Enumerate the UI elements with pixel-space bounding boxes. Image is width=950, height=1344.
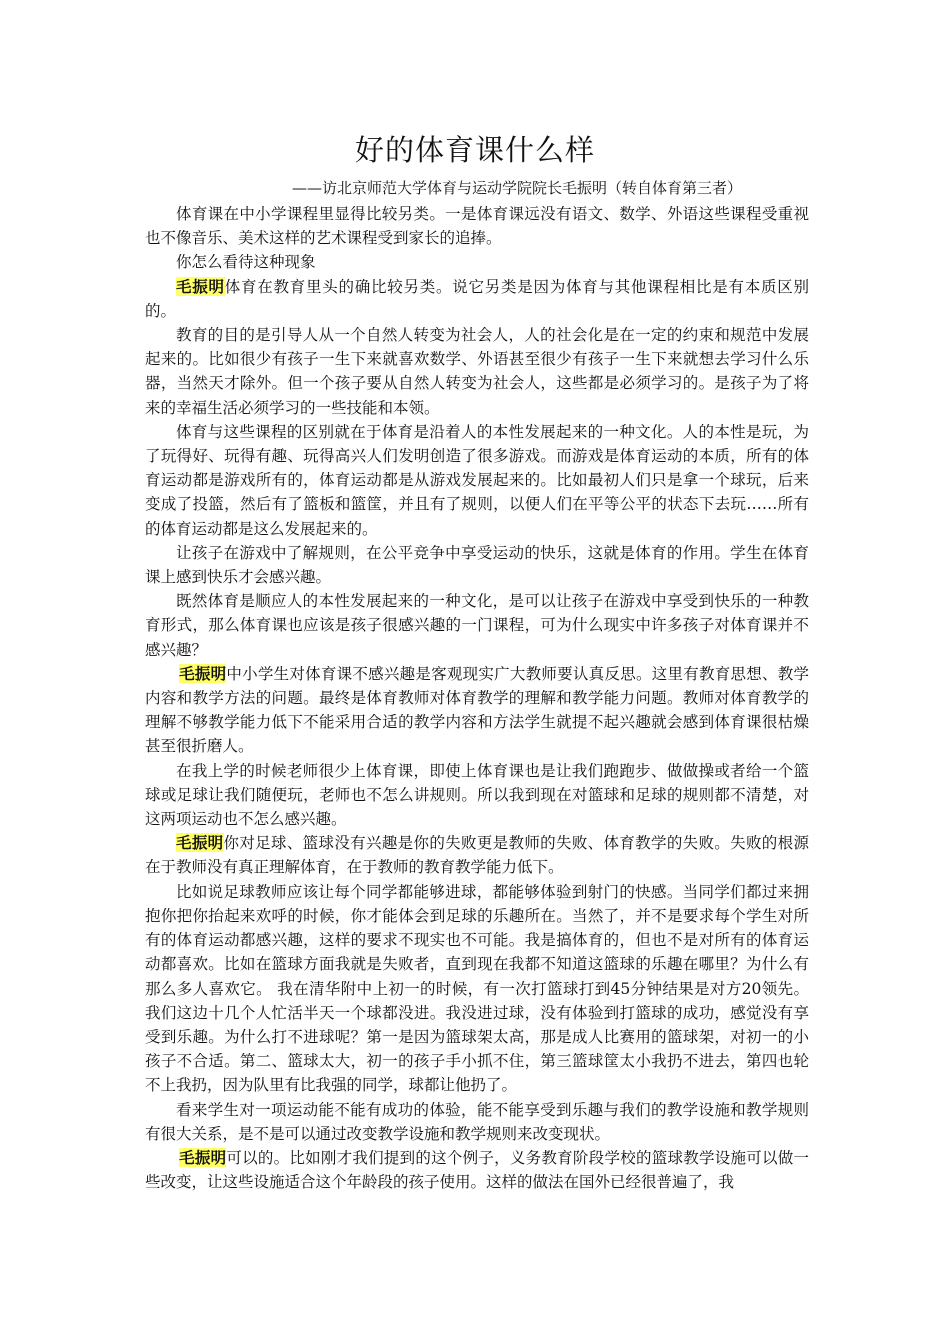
paragraph: 让孩子在游戏中了解规则，在公平竞争中享受运动的快乐，这就是体育的作用。学生在体育课上感到快乐才会感兴趣。 [145,543,809,587]
paragraph: 体育课在中小学课程里显得比较另类。一是体育课远没有语文、数学、外语这些课程受重视也不像音乐、美术这样的艺术课程受到家长的追捧。 [145,205,809,248]
paragraph: 在我上学的时候老师很少上体育课，即使上体育课也是让我们跑跑步、做做操或者给一个篮球或足球让我们随便玩，老师也不怎么讲规则。所以我到现在对篮球和足球的规则都不清楚，对这两项运动也不怎么感兴趣。 [145,761,809,829]
paragraph: 比如说足球教师应该让每个同学都能够进球，都能够体验到射门的快感。当同学们都过来拥抱你把你抬起来欢呼的时候，你才能体会到足球的乐趣所在。当然了，并不是要求每个学生对所有的体育运动都感兴趣，这样的要求不现实也不可能。我是搞体育的，但也不是对所有的体育运动都喜欢。比如在篮球方面我就是失败者，直到现在我都不知道这篮球的乐趣在哪里？为什么有那么多人喜欢它。 我在清华附中上初一的时候，有一次打篮球打到45分钟结果是对方20领先。我们这边十几个人忙活半天一个球都没进。我没进过球，没有体验到打篮球的成功，感觉没有享受到乐趣。为什么打不进球呢？第一是因为篮球架太高，那是成人比赛用的篮球架，对初一的小孩子不合适。第二、篮球太大，初一的孩子手小抓不住，第三篮球筐太小我扔不进去，第四也轮不上我扔，因为队里有比我强的同学，球都让他扔了。 [145,882,809,1095]
paragraph: 毛振明你对足球、篮球没有兴趣是你的失败更是教师的失败、体育教学的失败。失败的根源在于教师没有真正理解体育，在于教师的教育教学能力低下。 [145,833,809,877]
speaker-label: 毛振明 [179,1147,227,1167]
paragraph: 你怎么看待这种现象 [176,253,316,272]
paragraph: 既然体育是顺应人的本性发展起来的一种文化，是可以让孩子在游戏中享受到快乐的一种教育形式，那么体育课也应该是孩子很感兴趣的一门课程，可为什么现实中许多孩子对体育课并不感兴趣？ [145,592,809,659]
article-body [145,202,809,1194]
article-title: 好的体育课什么样 [354,133,595,167]
paragraph: 毛振明可以的。比如刚才我们提到的这个例子，义务教育阶段学校的篮球教学设施可以做一些改变，让这些设施适合这个年龄段的孩子使用。这样的做法在国外已经很普遍了，我 [145,1147,809,1192]
speaker-label: 毛振明 [179,663,227,683]
paragraph: 毛振明体育在教育里头的确比较另类。说它另类是因为体育与其他课程相比是有本质区别的。 [145,276,809,320]
article-subtitle: ——访北京师范大学体育与运动学院院长毛振明（转自体育第三者） [292,179,743,197]
paragraph: 看来学生对一项运动能不能有成功的体验，能不能享受到乐趣与我们的教学设施和教学规则有很大关系，是不是可以通过改变教学设施和教学规则来改变现状。 [145,1100,809,1143]
speaker-label: 毛振明 [176,276,225,296]
speaker-label: 毛振明 [176,833,224,853]
paragraph: 毛振明中小学生对体育课不感兴趣是客观现实广大教师要认真反思。这里有教育思想、教学内容和教学方法的问题。最终是体育教师对体育教学的理解和教学能力问题。教师对体育教学的理解不够教学能力低下不能采用合适的教学内容和方法学生就提不起兴趣就会感到体育课很枯燥甚至很折磨人。 [145,663,809,756]
paragraph: 教育的目的是引导人从一个自然人转变为社会人，人的社会化是在一定的约束和规范中发展起来的。比如很少有孩子一生下来就喜欢数学、外语甚至很少有孩子一生下来就想去学习什么乐器，当然天才除外。但一个孩子要从自然人转变为社会人，这些都是必须学习的。是孩子为了将来的幸福生活必须学习的一些技能和本领。 [145,326,809,417]
paragraph: 体育与这些课程的区别就在于体育是沿着人的本性发展起来的一种文化。人的本性是玩，为了玩得好、玩得有趣、玩得高兴人们发明创造了很多游戏。而游戏是体育运动的本质，所有的体育运动都是游戏所有的，体育运动都是从游戏发展起来的。比如最初人们只是拿一个球玩，后来变成了投篮，然后有了篮板和篮筐，并且有了规则，以便人们在平等公平的状态下去玩……所有的体育运动都是这么发展起来的。 [145,422,809,538]
